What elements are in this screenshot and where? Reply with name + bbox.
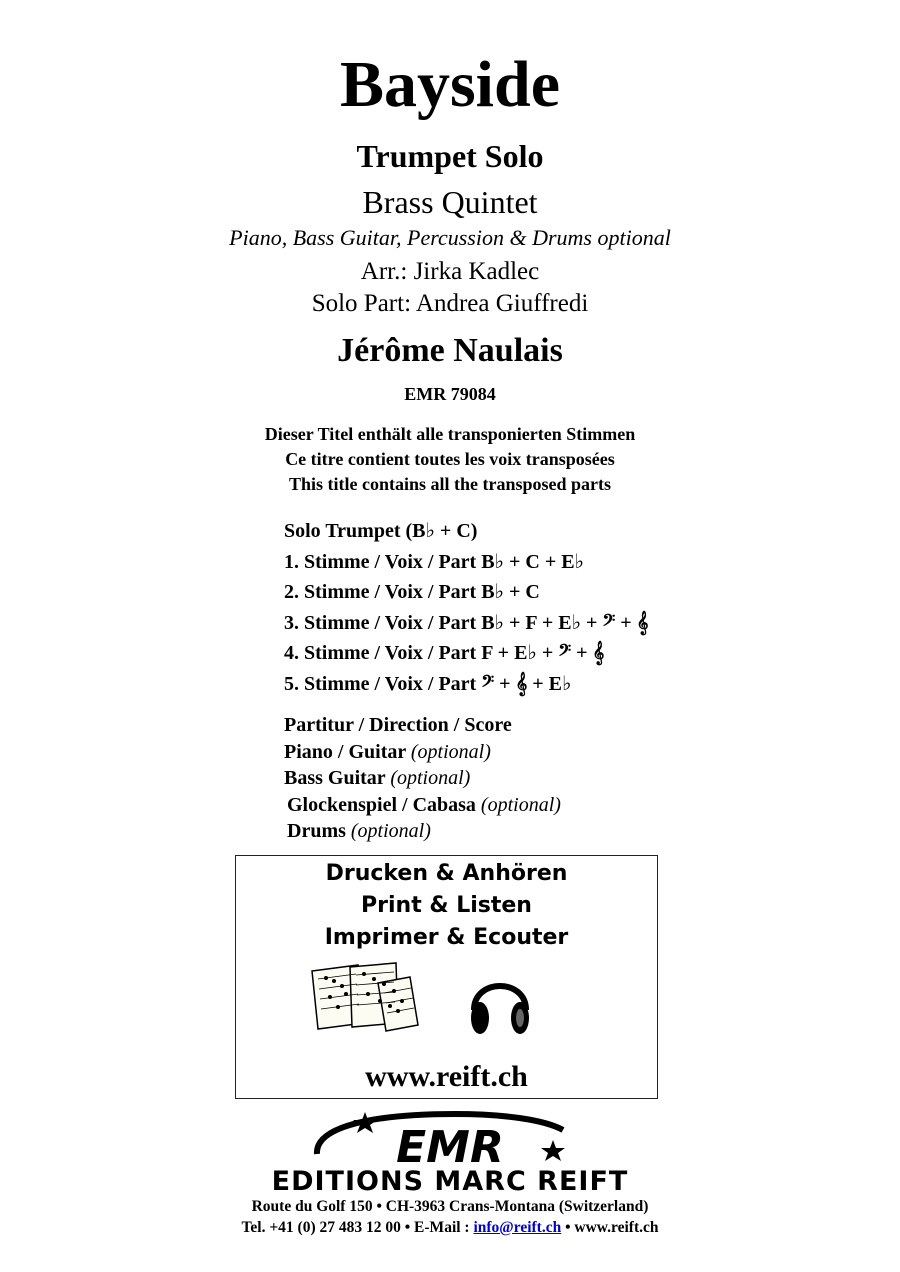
parts-list — [284, 516, 649, 699]
part-item: 4. Stimme / Voix / Part F + E♭ + 𝄢 + 𝄞 — [284, 642, 605, 664]
extra-note: (optional) — [390, 767, 471, 790]
extra-note: (optional) — [350, 820, 431, 843]
extra-label: Bass Guitar — [284, 767, 386, 790]
extra-note: (optional) — [410, 740, 491, 763]
optional-instruments: Piano, Bass Guitar, Percussion & Drums optional — [229, 225, 671, 250]
email-link[interactable]: info@reift.ch — [473, 1219, 562, 1236]
extra-item — [284, 792, 561, 819]
notice-french: Ce titre contient toutes les voix transposées — [285, 449, 615, 469]
composer: Jérôme Naulais — [337, 332, 563, 369]
logo-text: EMR — [396, 1122, 504, 1170]
extra-item — [284, 712, 561, 739]
extra-item — [284, 818, 561, 845]
sheet-music-icon — [310, 961, 420, 1038]
title: Bayside — [339, 48, 561, 121]
headphones-icon — [468, 966, 532, 1043]
extra-label: Partitur / Direction / Score — [284, 714, 512, 736]
solo-part: Solo Part: Andrea Giuffredi — [311, 290, 589, 317]
contact-tel: Tel. +41 (0) 27 483 12 00 • E-Mail : — [241, 1219, 474, 1236]
subtitle: Trumpet Solo — [356, 138, 544, 174]
part-item: 5. Stimme / Voix / Part 𝄢 + 𝄞 + E♭ — [284, 672, 572, 695]
part-item: 3. Stimme / Voix / Part B♭ + F + E♭ + 𝄢 + 𝄞 — [284, 611, 649, 634]
extra-item — [284, 739, 561, 766]
extra-note: (optional) — [480, 793, 561, 816]
extra-label: Glockenspiel / Cabasa — [287, 793, 476, 816]
part-item: 2. Stimme / Voix / Part B♭ + C — [284, 581, 540, 603]
publisher-address: Route du Golf 150 • CH-3963 Crans-Montana (Switzerland) — [251, 1198, 649, 1215]
contact-line — [0, 1219, 900, 1237]
publisher-name: EDITIONS MARC REIFT — [271, 1166, 629, 1197]
print-listen-box[interactable] — [235, 855, 658, 1099]
ensemble: Brass Quintet — [362, 184, 538, 220]
promo-french: Imprimer & Ecouter — [324, 925, 569, 950]
extras-list — [284, 712, 561, 845]
notice-english: This title contains all the transposed parts — [288, 474, 612, 494]
promo-english: Print & Listen — [361, 893, 532, 918]
notice-german: Dieser Titel enthält alle transponierten Stimmen — [264, 424, 636, 444]
extra-label: Piano / Guitar — [284, 740, 406, 763]
arranger: Arr.: Jirka Kadlec — [360, 258, 540, 285]
extra-label: Drums — [287, 820, 346, 843]
catalog-number: EMR 79084 — [404, 384, 496, 404]
part-item: 1. Stimme / Voix / Part B♭ + C + E♭ — [284, 550, 584, 573]
promo-german: Drucken & Anhören — [325, 861, 568, 886]
emr-logo — [305, 1108, 595, 1175]
extra-item — [284, 765, 561, 792]
contact-web[interactable]: • www.reift.ch — [561, 1219, 659, 1236]
website-link[interactable]: www.reift.ch — [365, 1060, 528, 1093]
part-item: Solo Trumpet (B♭ + C) — [284, 520, 478, 542]
